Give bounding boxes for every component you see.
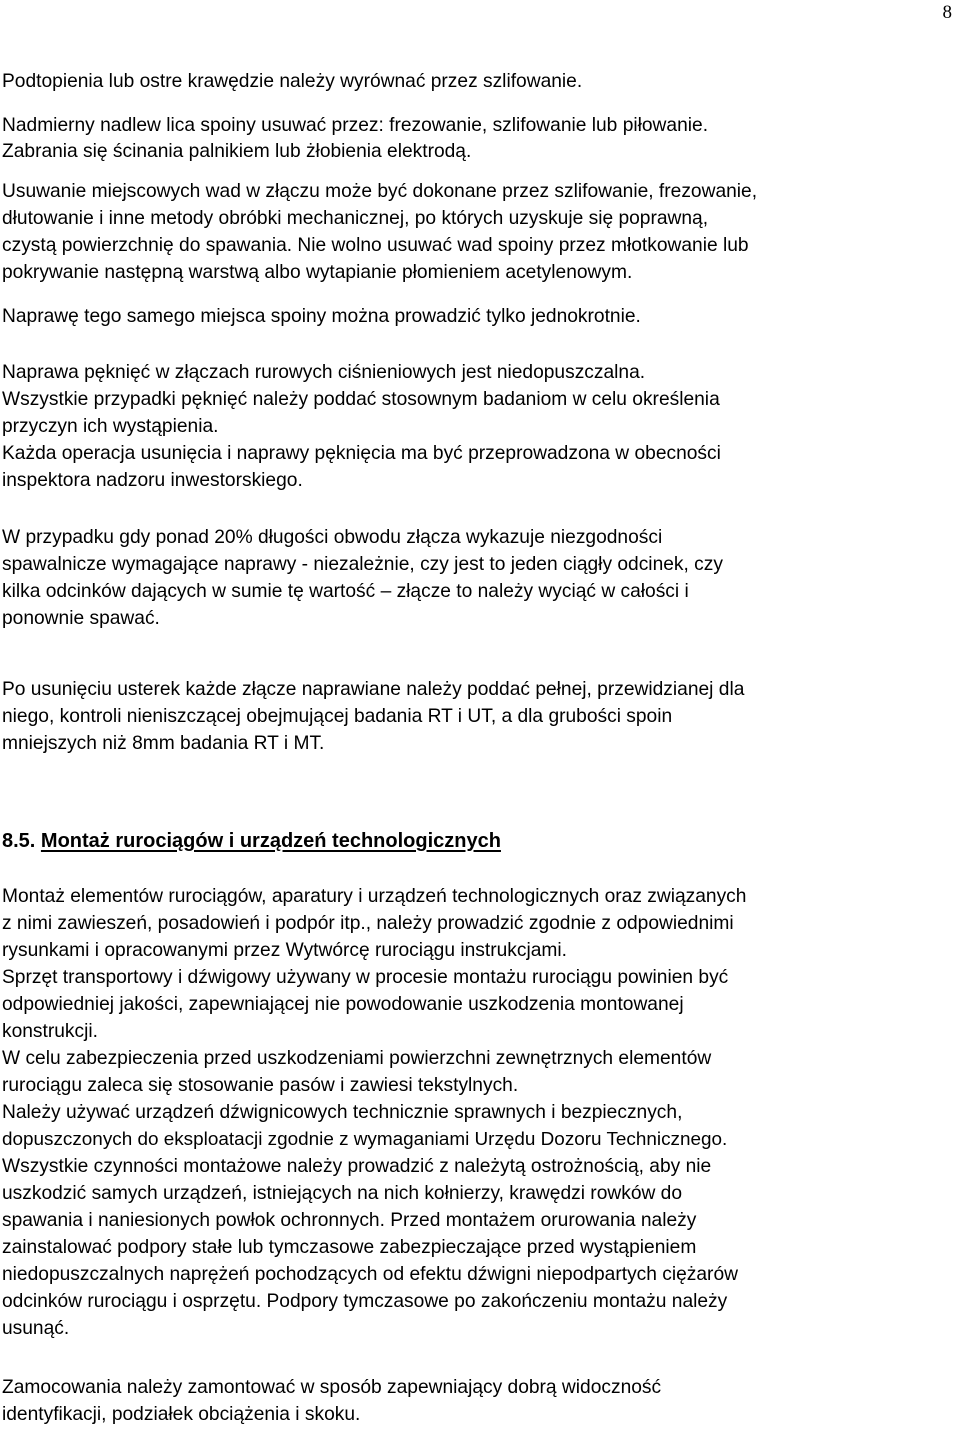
paragraph-line: uszkodzić samych urządzeń, istniejących na nich kołnierzy, krawędzi rowków do bbox=[2, 1183, 683, 1204]
section-title: Montaż rurociągów i urządzeń technologicznych bbox=[40, 830, 501, 852]
paragraph-line: Każda operacja usunięcia i naprawy pęknięcia ma być przeprowadzona w obecności bbox=[2, 443, 721, 464]
paragraph-line: rurociągu zaleca się stosowanie pasów i zawiesi tekstylnych. bbox=[2, 1075, 519, 1096]
paragraph-line: Podtopienia lub ostre krawędzie należy wyrównać przez szlifowanie. bbox=[2, 71, 583, 92]
paragraph-line: spawalnicze wymagające naprawy - niezależnie, czy jest to jeden ciągły odcinek, czy bbox=[2, 554, 723, 575]
paragraph-line: z nimi zawieszeń, posadowień i podpór itp., należy prowadzić zgodnie z odpowiednimi bbox=[2, 913, 734, 934]
paragraph-line: W celu zabezpieczenia przed uszkodzeniami powierzchni zewnętrznych elementów bbox=[2, 1048, 712, 1069]
paragraph-line: usunąć. bbox=[2, 1318, 70, 1339]
paragraph-line: Naprawę tego samego miejsca spoiny można prowadzić tylko jednokrotnie. bbox=[2, 306, 641, 327]
paragraph-line: rysunkami i opracowanymi przez Wytwórcę rurociągu instrukcjami. bbox=[2, 940, 567, 961]
paragraph-line: Sprzęt transportowy i dźwigowy używany w procesie montażu rurociągu powinien być bbox=[2, 967, 729, 988]
paragraph-line: Montaż elementów rurociągów, aparatury i urządzeń technologicznych oraz związanych bbox=[2, 886, 747, 907]
paragraph-line: kilka odcinków dających w sumie tę wartość – złącze to należy wyciąć w całości i bbox=[2, 581, 689, 602]
paragraph-line: identyfikacji, podziałek obciążenia i skoku. bbox=[2, 1404, 361, 1425]
paragraph-line: Wszystkie czynności montażowe należy prowadzić z należytą ostrożnością, aby nie bbox=[2, 1156, 712, 1177]
paragraph-line: czystą powierzchnię do spawania. Nie wolno usuwać wad spoiny przez młotkowanie lub bbox=[2, 235, 749, 256]
paragraph-line: Nadmierny nadlew lica spoiny usuwać przez: frezowanie, szlifowanie lub piłowanie. bbox=[2, 115, 709, 136]
paragraph-line: przyczyn ich wystąpienia. bbox=[2, 416, 219, 437]
paragraph-line: inspektora nadzoru inwestorskiego. bbox=[2, 470, 303, 491]
paragraph-line: Usuwanie miejscowych wad w złączu może być dokonane przez szlifowanie, frezowanie, bbox=[2, 181, 758, 202]
paragraph-line: Po usunięciu usterek każde złącze naprawiane należy poddać pełnej, przewidzianej dla bbox=[2, 679, 745, 700]
paragraph-line: zainstalować podpory stałe lub tymczasowe zabezpieczające przed wystąpieniem bbox=[2, 1237, 697, 1258]
paragraph-line: pokrywanie następną warstwą albo wytapianie płomieniem acetylenowym. bbox=[2, 262, 633, 283]
paragraph-line: odcinków rurociągu i osprzętu. Podpory tymczasowe po zakończeniu montażu należy bbox=[2, 1291, 728, 1312]
paragraph-line: niedopuszczalnych naprężeń pochodzących od efektu dźwigni niepodpartych ciężarów bbox=[2, 1264, 738, 1285]
paragraph-line: Zabrania się ścinania palnikiem lub żłobienia elektrodą. bbox=[2, 141, 472, 162]
section-heading bbox=[2, 828, 501, 855]
paragraph-line: niego, kontroli nieniszczącej obejmującej badania RT i UT, a dla grubości spoin bbox=[2, 706, 673, 727]
paragraph-line: ponownie spawać. bbox=[2, 608, 160, 629]
section-number: 8.5. bbox=[2, 830, 36, 852]
page-number: 8 bbox=[942, 2, 952, 23]
paragraph-line: Naprawa pęknięć w złączach rurowych ciśnieniowych jest niedopuszczalna. bbox=[2, 362, 646, 383]
paragraph-line: mniejszych niż 8mm badania RT i MT. bbox=[2, 733, 325, 754]
paragraph-line: konstrukcji. bbox=[2, 1021, 98, 1042]
paragraph-line: Należy używać urządzeń dźwignicowych technicznie sprawnych i bezpiecznych, bbox=[2, 1102, 683, 1123]
paragraph-line: odpowiedniej jakości, zapewniającej nie powodowanie uszkodzenia montowanej bbox=[2, 994, 684, 1015]
paragraph-line: W przypadku gdy ponad 20% długości obwodu złącza wykazuje niezgodności bbox=[2, 527, 663, 548]
paragraph-line: Zamocowania należy zamontować w sposób zapewniający dobrą widoczność bbox=[2, 1377, 662, 1398]
paragraph-line: dopuszczonych do eksploatacji zgodnie z wymaganiami Urzędu Dozoru Technicznego. bbox=[2, 1129, 728, 1150]
paragraph-line: dłutowanie i inne metody obróbki mechanicznej, po których uzyskuje się poprawną, bbox=[2, 208, 709, 229]
paragraph-line: Wszystkie przypadki pęknięć należy poddać stosownym badaniom w celu określenia bbox=[2, 389, 720, 410]
paragraph-line: spawania i naniesionych powłok ochronnych. Przed montażem orurowania należy bbox=[2, 1210, 697, 1231]
